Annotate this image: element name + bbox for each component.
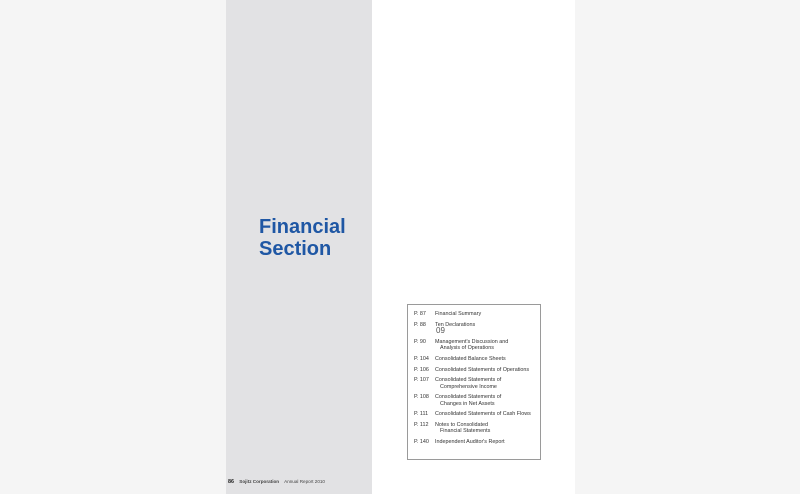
toc-item[interactable] bbox=[414, 339, 536, 351]
table-of-contents bbox=[407, 304, 541, 460]
toc-item[interactable] bbox=[414, 377, 536, 389]
left-grey-band bbox=[226, 0, 372, 494]
toc-title-line: Changes in Net Assets bbox=[440, 400, 495, 407]
toc-title-line: Ten Declarations 09 bbox=[435, 322, 536, 334]
toc-title-line: Notes to Consolidated bbox=[435, 422, 489, 429]
toc-title-line: Consolidated Statements of bbox=[435, 394, 502, 401]
toc-item[interactable] bbox=[414, 367, 536, 373]
section-title bbox=[259, 216, 346, 260]
toc-page: P. 87 bbox=[414, 311, 426, 317]
toc-page: P. 111 bbox=[414, 411, 429, 418]
toc-page: P. 106 bbox=[414, 366, 429, 373]
toc-item[interactable] bbox=[414, 322, 536, 334]
company-name: Sojitz Corporation bbox=[239, 479, 280, 484]
toc-badge: 09 bbox=[436, 326, 445, 335]
toc-item[interactable] bbox=[414, 356, 536, 362]
toc-title-line: Comprehensive Income bbox=[440, 383, 497, 390]
toc-title-line: Management's Discussion and bbox=[435, 338, 509, 345]
toc-title-line: Consolidated Statements of bbox=[435, 377, 502, 384]
report-page bbox=[226, 0, 575, 494]
toc-page: P. 112 bbox=[414, 422, 429, 429]
toc-title bbox=[435, 367, 536, 373]
toc-item[interactable] bbox=[414, 422, 536, 434]
toc-page: P. 90 bbox=[414, 338, 426, 345]
toc-title-line: Consolidated Statements of Cash Flows bbox=[435, 411, 531, 418]
toc-page: P. 108 bbox=[414, 394, 429, 401]
toc-title-line: Financial Statements bbox=[440, 428, 491, 435]
toc-item[interactable] bbox=[414, 411, 536, 417]
toc-title bbox=[435, 394, 536, 406]
toc-page: P. 88 bbox=[414, 321, 426, 328]
toc-item[interactable] bbox=[414, 439, 536, 445]
toc-page: P. 107 bbox=[414, 377, 429, 384]
page-number: 86 bbox=[228, 479, 234, 485]
toc-title bbox=[435, 439, 536, 445]
report-name: Annual Report 2010 bbox=[284, 479, 325, 484]
toc-title bbox=[435, 339, 536, 351]
toc-page: P. 140 bbox=[414, 439, 429, 446]
toc-page: P. 104 bbox=[414, 355, 429, 362]
toc-title-line: Independent Auditor's Report bbox=[435, 439, 505, 446]
section-title-line2: Section bbox=[259, 238, 332, 260]
section-title-line1: Financial bbox=[259, 216, 346, 238]
page-footer bbox=[228, 479, 325, 485]
toc-title bbox=[435, 422, 536, 434]
toc-title bbox=[435, 322, 536, 334]
toc-title bbox=[435, 311, 536, 317]
toc-title-line: Financial Summary bbox=[435, 311, 482, 317]
toc-title-line: Analysis of Operations bbox=[440, 345, 494, 351]
toc-item[interactable] bbox=[414, 311, 536, 317]
toc-title bbox=[435, 377, 536, 389]
toc-title bbox=[435, 356, 536, 362]
toc-title-line: Consolidated Statements of Operations bbox=[435, 366, 530, 373]
toc-title bbox=[435, 411, 536, 417]
toc-title-line: Consolidated Balance Sheets bbox=[435, 355, 506, 362]
toc-item[interactable] bbox=[414, 394, 536, 406]
